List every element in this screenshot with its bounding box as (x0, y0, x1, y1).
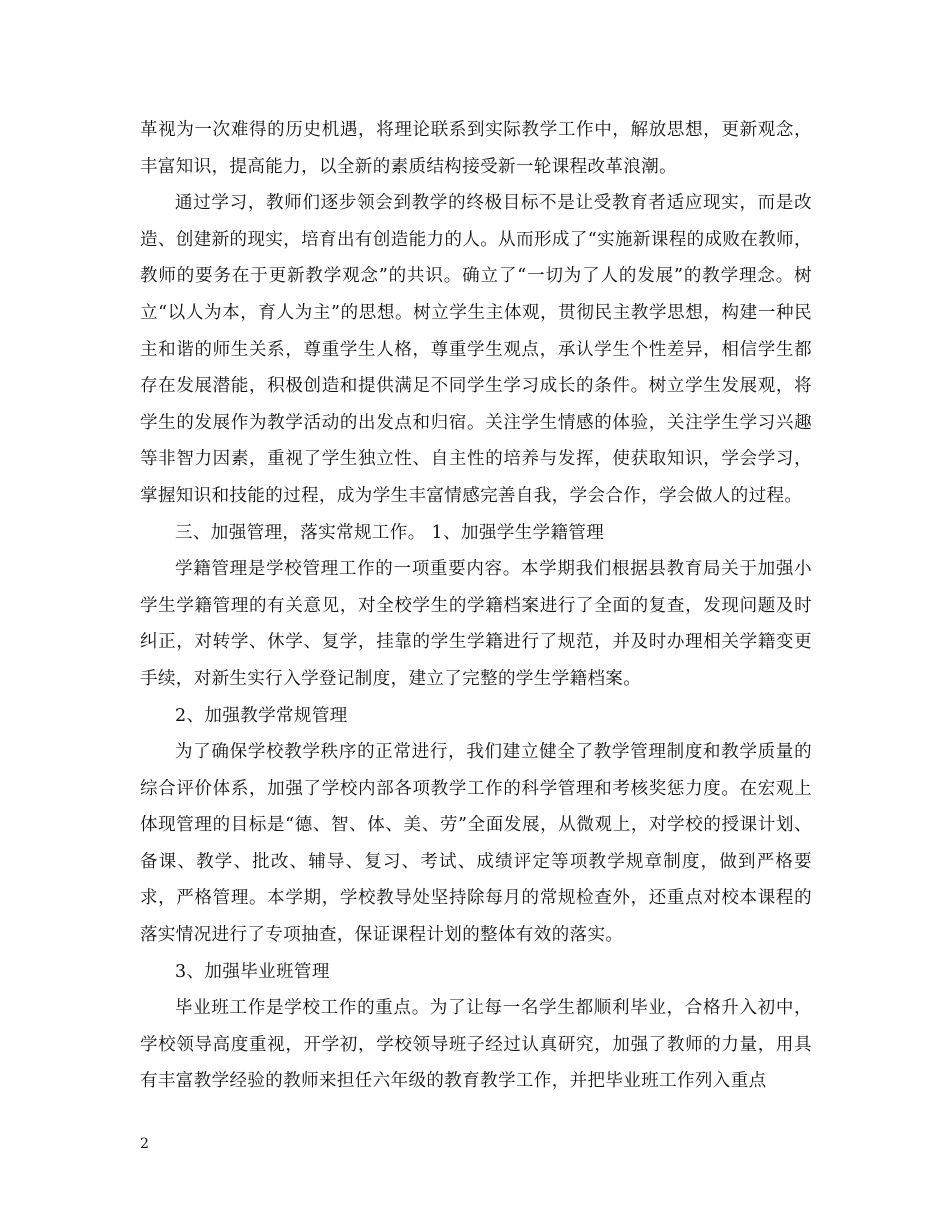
paragraph-teaching-routine: 为了确保学校教学秩序的正常进行，我们建立健全了教学管理制度和教学质量的综合评价体系，加强了学校内部各项教学工作的科学管理和考核奖惩力度。在宏观上体现管理的目标是“德、智、体、美、劳”全面发展，从微观上，对学校的授课计划、备课、教学、批改、辅导、复习、考试、成绩评定等项教学规章制度，做到严格要求，严格管理。本学期，学校教导处坚持除每月的常规检查外，还重点对校本课程的落实情况进行了专项抽查，保证课程计划的整体有效的落实。 (140, 742, 812, 946)
document-body (140, 112, 812, 1100)
section-heading-management: 三、加强管理，落实常规工作。 1、加强学生学籍管理 (175, 522, 605, 543)
page-number: 2 (140, 1136, 149, 1152)
paragraph-continuation: 革视为一次难得的历史机遇，将理论联系到实际教学工作中，解放思想，更新观念，丰富知识，提高能力，以全新的素质结构接受新一轮课程改革浪潮。 (140, 120, 812, 177)
subheading-graduating-class: 3、加强毕业班管理 (175, 961, 330, 982)
subheading-teaching-routine: 2、加强教学常规管理 (175, 705, 348, 726)
paragraph-graduating-class: 毕业班工作是学校工作的重点。为了让每一名学生都顺利毕业，合格升入初中，学校领导高度重视，开学初，学校领导班子经过认真研究，加强了教师的力量，用具有丰富教学经验的教师来担任六年级的教育教学工作，并把毕业班工作列入重点 (140, 998, 812, 1092)
paragraph-student-records: 学籍管理是学校管理工作的一项重要内容。本学期我们根据县教育局关于加强小学生学籍管理的有关意见，对全校学生的学籍档案进行了全面的复查，发现问题及时纠正，对转学、休学、复学，挂靠的学生学籍进行了规范，并及时办理相关学籍变更手续，对新生实行入学登记制度，建立了完整的学生学籍档案。 (140, 559, 812, 689)
paragraph-learning-outcomes: 通过学习，教师们逐步领会到教学的终极目标不是让受教育者适应现实，而是改造、创建新的现实，培育出有创造能力的人。从而形成了“实施新课程的成败在教师，教师的要务在于更新教学观念”的共识。确立了“一切为了人的发展”的教学理念。树立“以人为本，育人为主”的思想。树立学生主体观，贯彻民主教学思想，构建一种民主和谐的师生关系，尊重学生人格，尊重学生观点，承认学生个性差异，相信学生都存在发展潜能，积极创造和提供满足不同学生学习成长的条件。树立学生发展观，将学生的发展作为教学活动的出发点和归宿。关注学生情感的体验，关注学生学习兴趣等非智力因素，重视了学生独立性、自主性的培养与发挥，使获取知识，学会学习，掌握知识和技能的过程，成为学生丰富情感完善自我，学会合作，学会做人的过程。 (140, 193, 812, 506)
